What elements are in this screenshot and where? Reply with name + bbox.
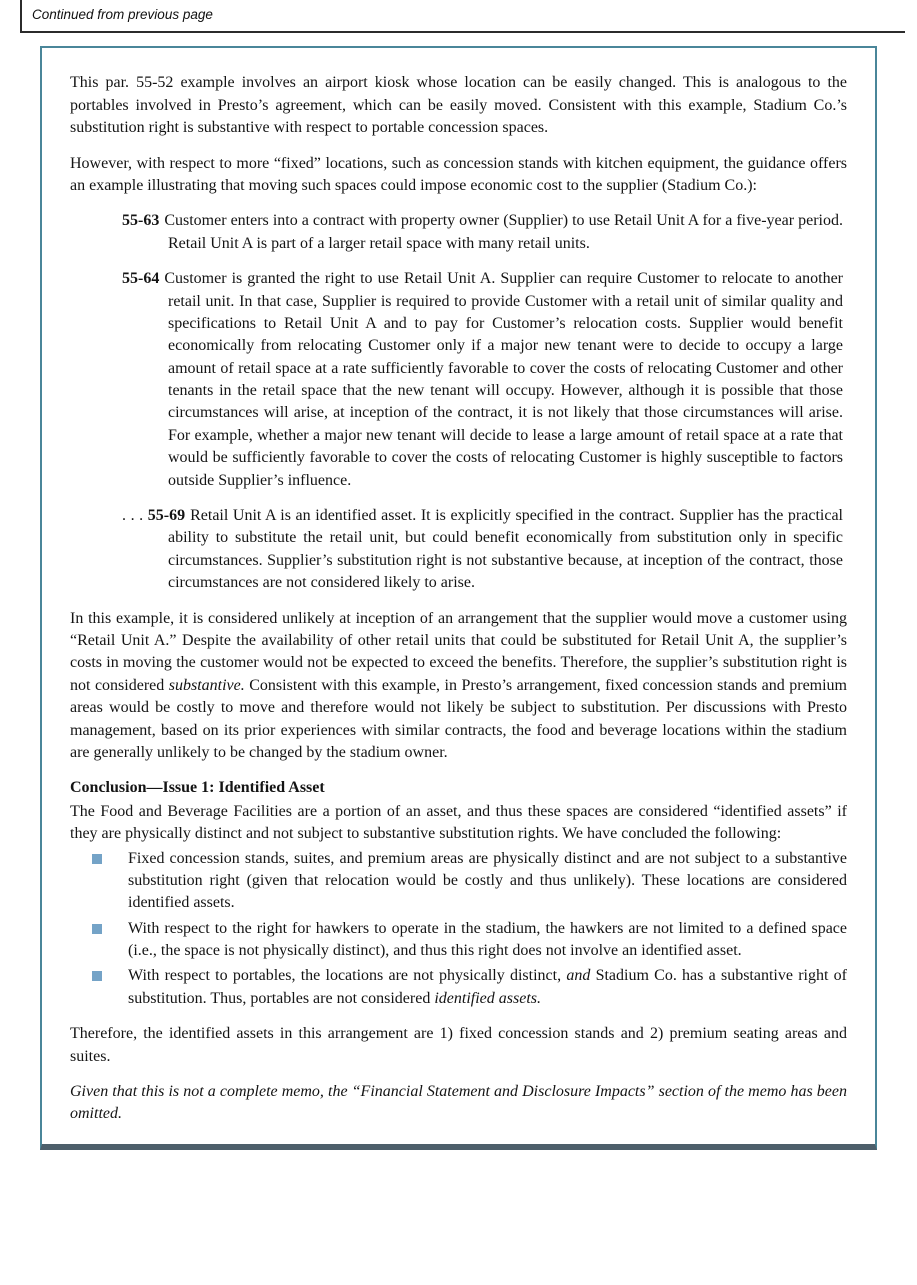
excerpt-55-64-text: Customer is granted the right to use Retail Unit A. Supplier can require Customer to relocate to another retail unit. In that case, Supplier is required to provide Customer with a retail unit of similar quality and specifications to Retail Unit A and to pay for Customer’s relocation costs. Supplier would benefit economically from relocating Customer only if a major new tenant were to decide to occupy a large amount of retail space at a rate sufficiently favorable to cover the costs of relocating Customer and other tenants in the retail space that the new tenant will occupy. However, although it is possible that those circumstances will arise, at inception of the contract, it is not likely that those circumstances will arise. For example, whether a major new tenant will decide to lease a large amount of retail space at a rate that would be sufficiently favorable to cover the costs of relocating Customer is highly susceptible to factors outside Supplier’s influence. xyxy=(164,270,843,489)
conclusion-bullet-list xyxy=(70,848,847,1011)
conclusion-intro: The Food and Beverage Facilities are a portion of an asset, and thus these spaces are considered “identified assets” if they are physically distinct and not subject to substantive substitution rights. We have concluded the following: xyxy=(70,802,847,843)
portables-part2: Stadium Co. has a substantive right of substitution. Thus, portables are not considered xyxy=(128,967,847,1007)
excerpt-55-69-text: Retail Unit A is an identified asset. It is explicitly specified in the contract. Supplier has the practical ability to substitute the retail unit, but could benefit economically from substitution only in specific circumstances. Supplier’s substitution right is not substantive because, at inception of the contract, those circumstances are not considered likely to arise. xyxy=(168,507,844,592)
paragraph-fixed-locations: However, with respect to more “fixed” locations, such as concession stands with kitchen equipment, the guidance offers an example illustrating that moving such spaces could impose economic cost to the supplier (Stadium Co.): xyxy=(70,154,847,194)
bullet-text-fixed-stands: Fixed concession stands, suites, and premium areas are physically distinct and are not subject to a substantive substitution right (given that relocation would be costly and thus unlikely). These locations are considered identified assets. xyxy=(128,849,847,912)
portables-part1: With respect to portables, the locations are not physically distinct, xyxy=(128,967,567,985)
portables-italic-identified-assets: identified assets. xyxy=(434,989,541,1007)
bullet-text-hawkers: With respect to the right for hawkers to operate in the stadium, the hawkers are not limited to a defined space (i.e., the space is not physically distinct), and thus this right does not involve an identified asset. xyxy=(128,919,847,960)
square-bullet-icon xyxy=(92,854,102,864)
paragraph-airport-kiosk: This par. 55-52 example involves an airport kiosk whose location can be easily changed. This is analogous to the portables involved in Presto’s agreement, which can be easily moved. Consistent with this example, Stadium Co.’s substitution right is substantive with respect to portable concession spaces. xyxy=(70,74,847,137)
bullet-item-hawkers xyxy=(70,918,847,963)
paragraph-omitted-note: Given that this is not a complete memo, the “Financial Statement and Disclosure Impacts” section of the memo has been omitted. xyxy=(70,1083,847,1123)
portables-italic-and: and xyxy=(566,967,591,985)
continued-from-header xyxy=(20,0,905,33)
excerpt-55-64-number: 55-64 xyxy=(122,270,160,288)
excerpt-55-69 xyxy=(122,505,843,595)
paragraph-example-analysis xyxy=(70,608,847,765)
excerpt-55-63-number: 55-63 xyxy=(122,212,160,230)
excerpt-55-69-ellipsis: . . . xyxy=(122,507,148,525)
excerpt-55-63 xyxy=(122,210,843,255)
square-bullet-icon xyxy=(92,971,102,981)
example-analysis-part2: Consistent with this example, in Presto’s arrangement, fixed concession stands and premium areas would be costly to move and therefore would not likely be subject to substitution. Per discussions with Presto management, based on its prior experiences with similar contracts, the food and beverage locations within the stadium are generally unlikely to be changed by the stadium owner. xyxy=(70,676,848,761)
bullet-item-portables xyxy=(70,965,847,1010)
square-bullet-icon xyxy=(92,924,102,934)
excerpt-55-63-text: Customer enters into a contract with property owner (Supplier) to use Retail Unit A for a five-year period. Retail Unit A is part of a larger retail space with many retail units. xyxy=(164,212,843,252)
guidance-excerpts xyxy=(70,210,847,594)
memo-box xyxy=(40,46,877,1149)
example-analysis-part1: In this example, it is considered unlikely at inception of an arrangement that the supplier would move a customer using “Retail Unit A.” Despite the availability of other retail units that could be substituted for Retail Unit A, the supplier’s costs in moving the customer would not be expected to exceed the benefits. Therefore, the supplier’s substitution right is not considered xyxy=(70,609,847,694)
example-analysis-italic: substantive. xyxy=(168,676,245,694)
bullet-item-fixed-stands xyxy=(70,848,847,915)
continued-from-note: Continued from previous page xyxy=(32,7,213,22)
bullet-text-portables xyxy=(128,965,847,1010)
excerpt-55-64 xyxy=(122,268,843,492)
conclusion-heading: Conclusion—Issue 1: Identified Asset xyxy=(70,779,325,797)
excerpt-55-69-number: 55-69 xyxy=(147,507,186,525)
paragraph-therefore: Therefore, the identified assets in this arrangement are 1) fixed concession stands and 2) premium seating areas and suites. xyxy=(70,1025,847,1065)
